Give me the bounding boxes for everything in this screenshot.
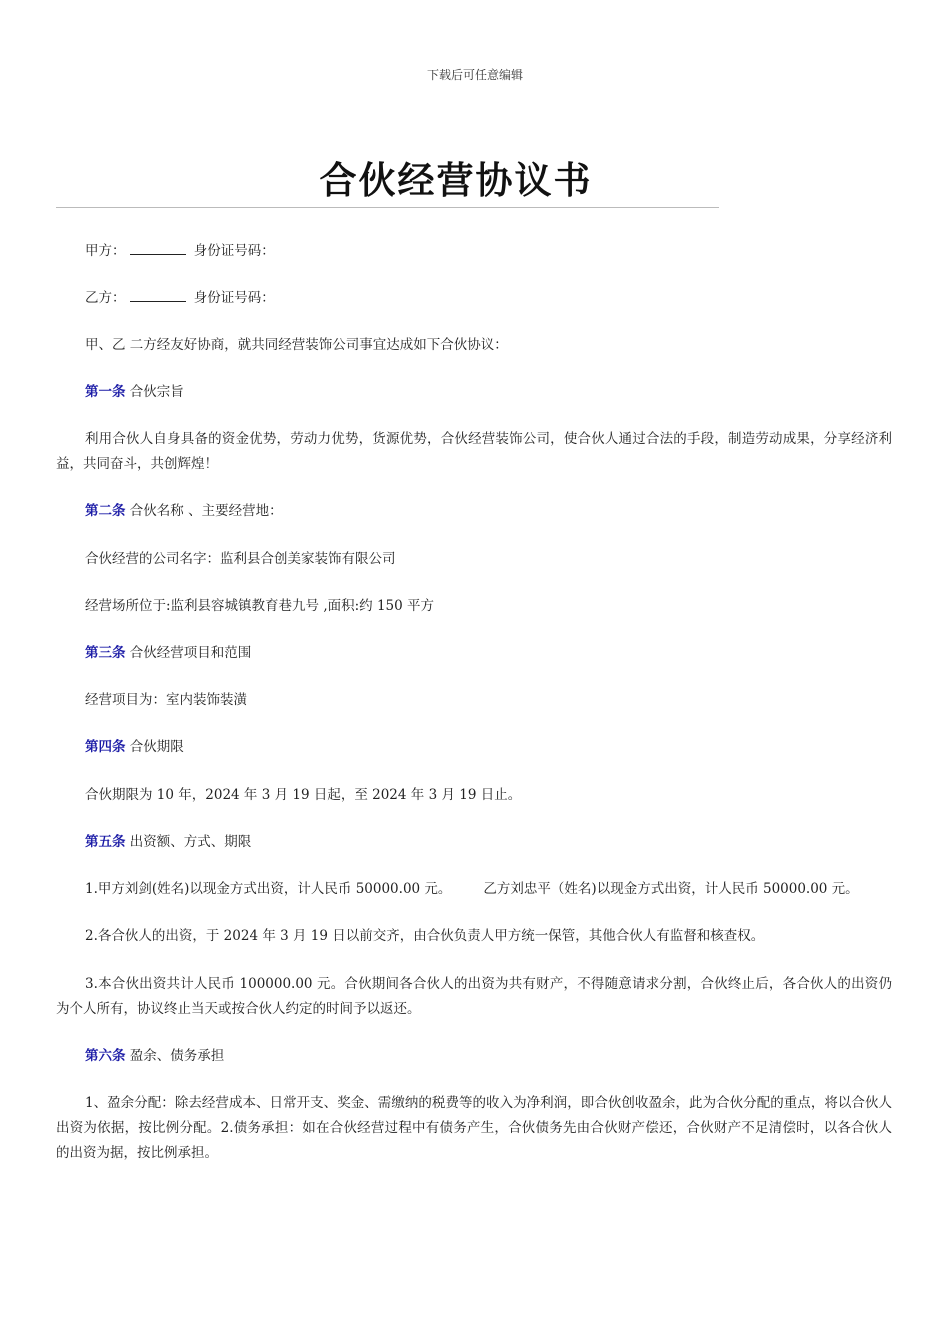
- article-3-title: 合伙经营项目和范围: [129, 645, 252, 661]
- intro-paragraph: 甲、乙 二方经友好协商，就共同经营装饰公司事宜达成如下合伙协议：: [85, 337, 508, 353]
- location-paragraph: 经营场所位于:监利县容城镇教育巷九号 ,面积:约 150 平方: [85, 598, 435, 614]
- article-6-heading: [56, 1044, 892, 1069]
- party-b-name-blank: [130, 287, 186, 302]
- article-4-label: 第四条: [85, 739, 126, 755]
- article-1-label: 第一条: [85, 384, 126, 400]
- article-4-heading: [56, 735, 892, 760]
- party-a-name-blank: [130, 240, 186, 255]
- party-a-id-label: 身份证号码：: [193, 243, 275, 259]
- article-6-body: 1、盈余分配：除去经营成本、日常开支、奖金、需缴纳的税费等的收入为净利润，即合伙创收盈余，此为合伙分配的重点，将以合伙人出资为依据，按比例分配。2.债务承担：如在合伙经营过程中有债务产生，合伙债务先由合伙财产偿还，合伙财产不足清偿时，以各合伙人的出资为据，按比例承担。: [56, 1095, 892, 1161]
- article-6-title: 盈余、债务承担: [129, 1048, 225, 1064]
- party-b-contribution: 乙方刘忠平（姓名)以现金方式出资，计人民币 50000.00 元。: [483, 881, 859, 897]
- article-1-title: 合伙宗旨: [129, 384, 184, 400]
- article-5-heading: [56, 830, 892, 855]
- article-3-label: 第三条: [85, 645, 126, 661]
- article-5-item-2: 2.各合伙人的出资，于 2024 年 3 月 19 日以前交齐，由合伙负责人甲方统一保管，其他合伙人有监督和核查权。: [85, 928, 765, 944]
- article-5-item-3: 3.本合伙出资共计人民币 100000.00 元。合伙期间各合伙人的出资为共有财产，不得随意请求分割，合伙终止后，各合伙人的出资仍为个人所有，协议终止当天或按合伙人约定的时间予以返还。: [56, 976, 892, 1017]
- article-2-title: 合伙名称 、主要经营地：: [129, 503, 283, 519]
- article-5-title: 出资额、方式、期限: [129, 834, 252, 850]
- party-a-label: 甲方：: [85, 243, 126, 259]
- document-title: 合伙经营协议书: [319, 158, 593, 202]
- article-1-heading: [56, 380, 892, 405]
- article-5-label: 第五条: [85, 834, 126, 850]
- article-4-title: 合伙期限: [129, 739, 184, 755]
- party-b-label: 乙方：: [85, 290, 126, 306]
- article-2-heading: [56, 499, 892, 524]
- party-a-contribution: 1.甲方刘剑(姓名)以现金方式出资，计人民币 50000.00 元。: [85, 881, 452, 897]
- party-b-line: [56, 286, 892, 311]
- article-5-item-1: [56, 877, 892, 902]
- company-name-paragraph: 合伙经营的公司名字：监利县合创美家装饰有限公司: [85, 551, 396, 567]
- article-3-body: 经营项目为：室内装饰装潢: [85, 692, 247, 708]
- article-3-heading: [56, 641, 892, 666]
- article-6-label: 第六条: [85, 1048, 126, 1064]
- party-a-line: [56, 239, 892, 264]
- article-2-label: 第二条: [85, 503, 126, 519]
- header-note: 下载后可任意编辑: [426, 68, 523, 82]
- article-4-body: 合伙期限为 10 年，2024 年 3 月 19 日起，至 2024 年 3 月 19 日止。: [85, 787, 522, 803]
- article-1-body: 利用合伙人自身具备的资金优势，劳动力优势，货源优势，合伙经营装饰公司，使合伙人通过合法的手段，制造劳动成果，分享经济利益，共同奋斗，共创辉煌！: [56, 431, 892, 472]
- party-b-id-label: 身份证号码：: [193, 290, 275, 306]
- title-divider: [56, 207, 719, 208]
